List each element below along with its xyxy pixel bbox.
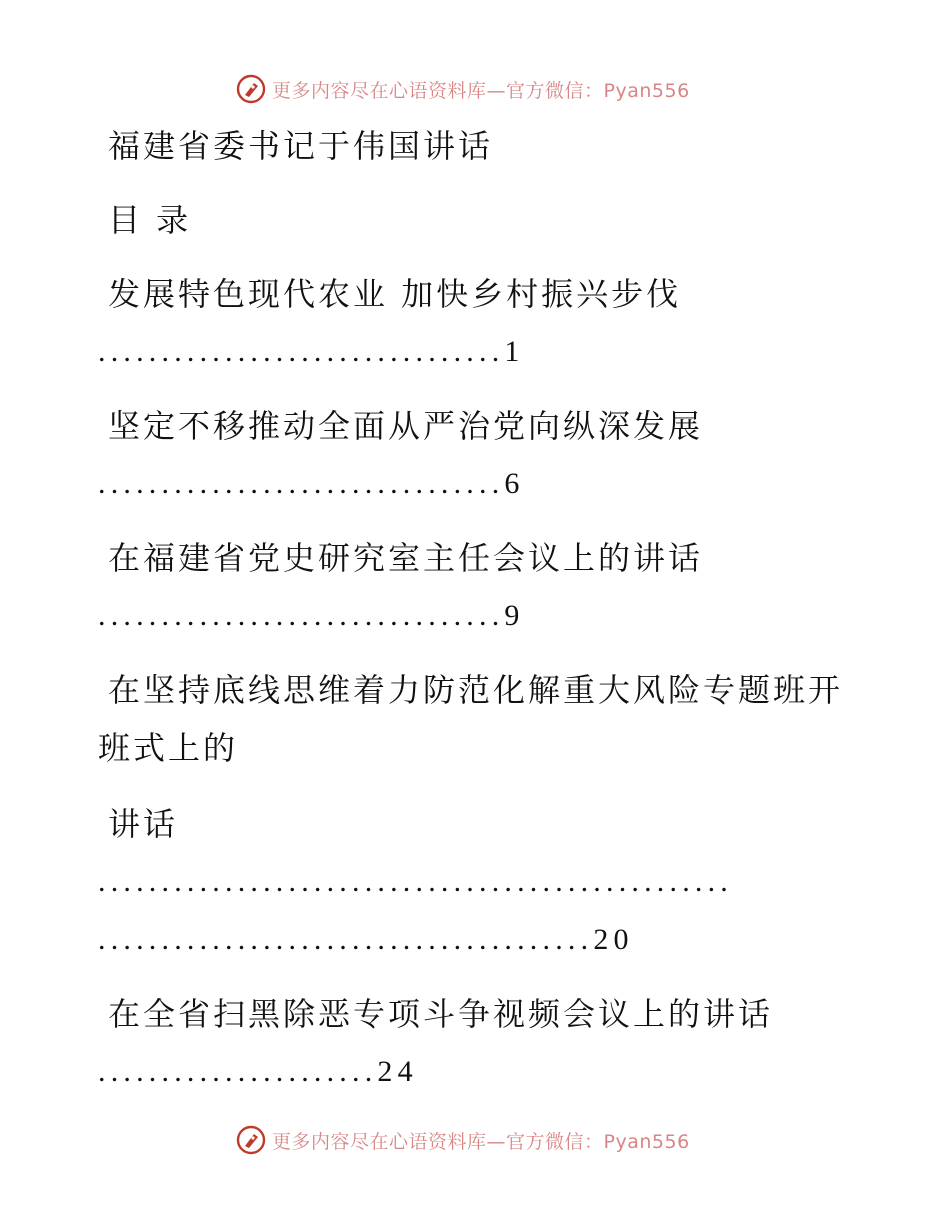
dot-leader: ................................ bbox=[98, 599, 505, 632]
toc-entry-title: 在全省扫黑除恶专项斗争视频会议上的讲话 bbox=[108, 995, 774, 1033]
header-watermark bbox=[236, 72, 690, 106]
pen-nib-logo-icon bbox=[236, 1125, 266, 1155]
toc-entry-leader bbox=[98, 598, 525, 634]
toc-entry-title: 在坚持底线思维着力防范化解重大风险专题班开 bbox=[108, 671, 844, 709]
toc-entry-leader bbox=[98, 466, 525, 502]
toc-heading: 目 录 bbox=[108, 201, 192, 239]
watermark-text: 更多内容尽在心语资料库—官方微信：Pyan556 bbox=[272, 79, 690, 102]
toc-entry-leader bbox=[98, 1054, 418, 1090]
toc-entry-leader bbox=[98, 922, 634, 958]
pen-nib-logo-icon bbox=[236, 74, 266, 104]
toc-entry-title: 坚定不移推动全面从严治党向纵深发展 bbox=[108, 407, 704, 445]
toc-entry-title-continued: 班式上的 bbox=[98, 729, 239, 767]
dot-leader: ....................................... bbox=[98, 923, 594, 956]
page-number: 9 bbox=[504, 599, 525, 632]
footer-watermark bbox=[236, 1123, 690, 1157]
page-number: 1 bbox=[504, 335, 525, 368]
toc-entry-title: 发展特色现代农业 加快乡村振兴步伐 bbox=[108, 275, 682, 313]
page-number: 6 bbox=[504, 467, 525, 500]
page-number: 20 bbox=[593, 923, 634, 956]
dot-leader: ................................ bbox=[98, 335, 505, 368]
toc-entry-title-continued: 讲话 bbox=[108, 805, 179, 843]
page-number: 24 bbox=[377, 1055, 418, 1088]
dot-leader: ................................ bbox=[98, 467, 505, 500]
toc-entry-leader bbox=[98, 334, 525, 370]
watermark-text: 更多内容尽在心语资料库—官方微信：Pyan556 bbox=[272, 1130, 690, 1153]
toc-entry-leader: .................................................. bbox=[98, 865, 733, 898]
toc-entry-title: 在福建省党史研究室主任会议上的讲话 bbox=[108, 539, 704, 577]
document-title: 福建省委书记于伟国讲话 bbox=[108, 127, 494, 165]
dot-leader: ...................... bbox=[98, 1055, 378, 1088]
